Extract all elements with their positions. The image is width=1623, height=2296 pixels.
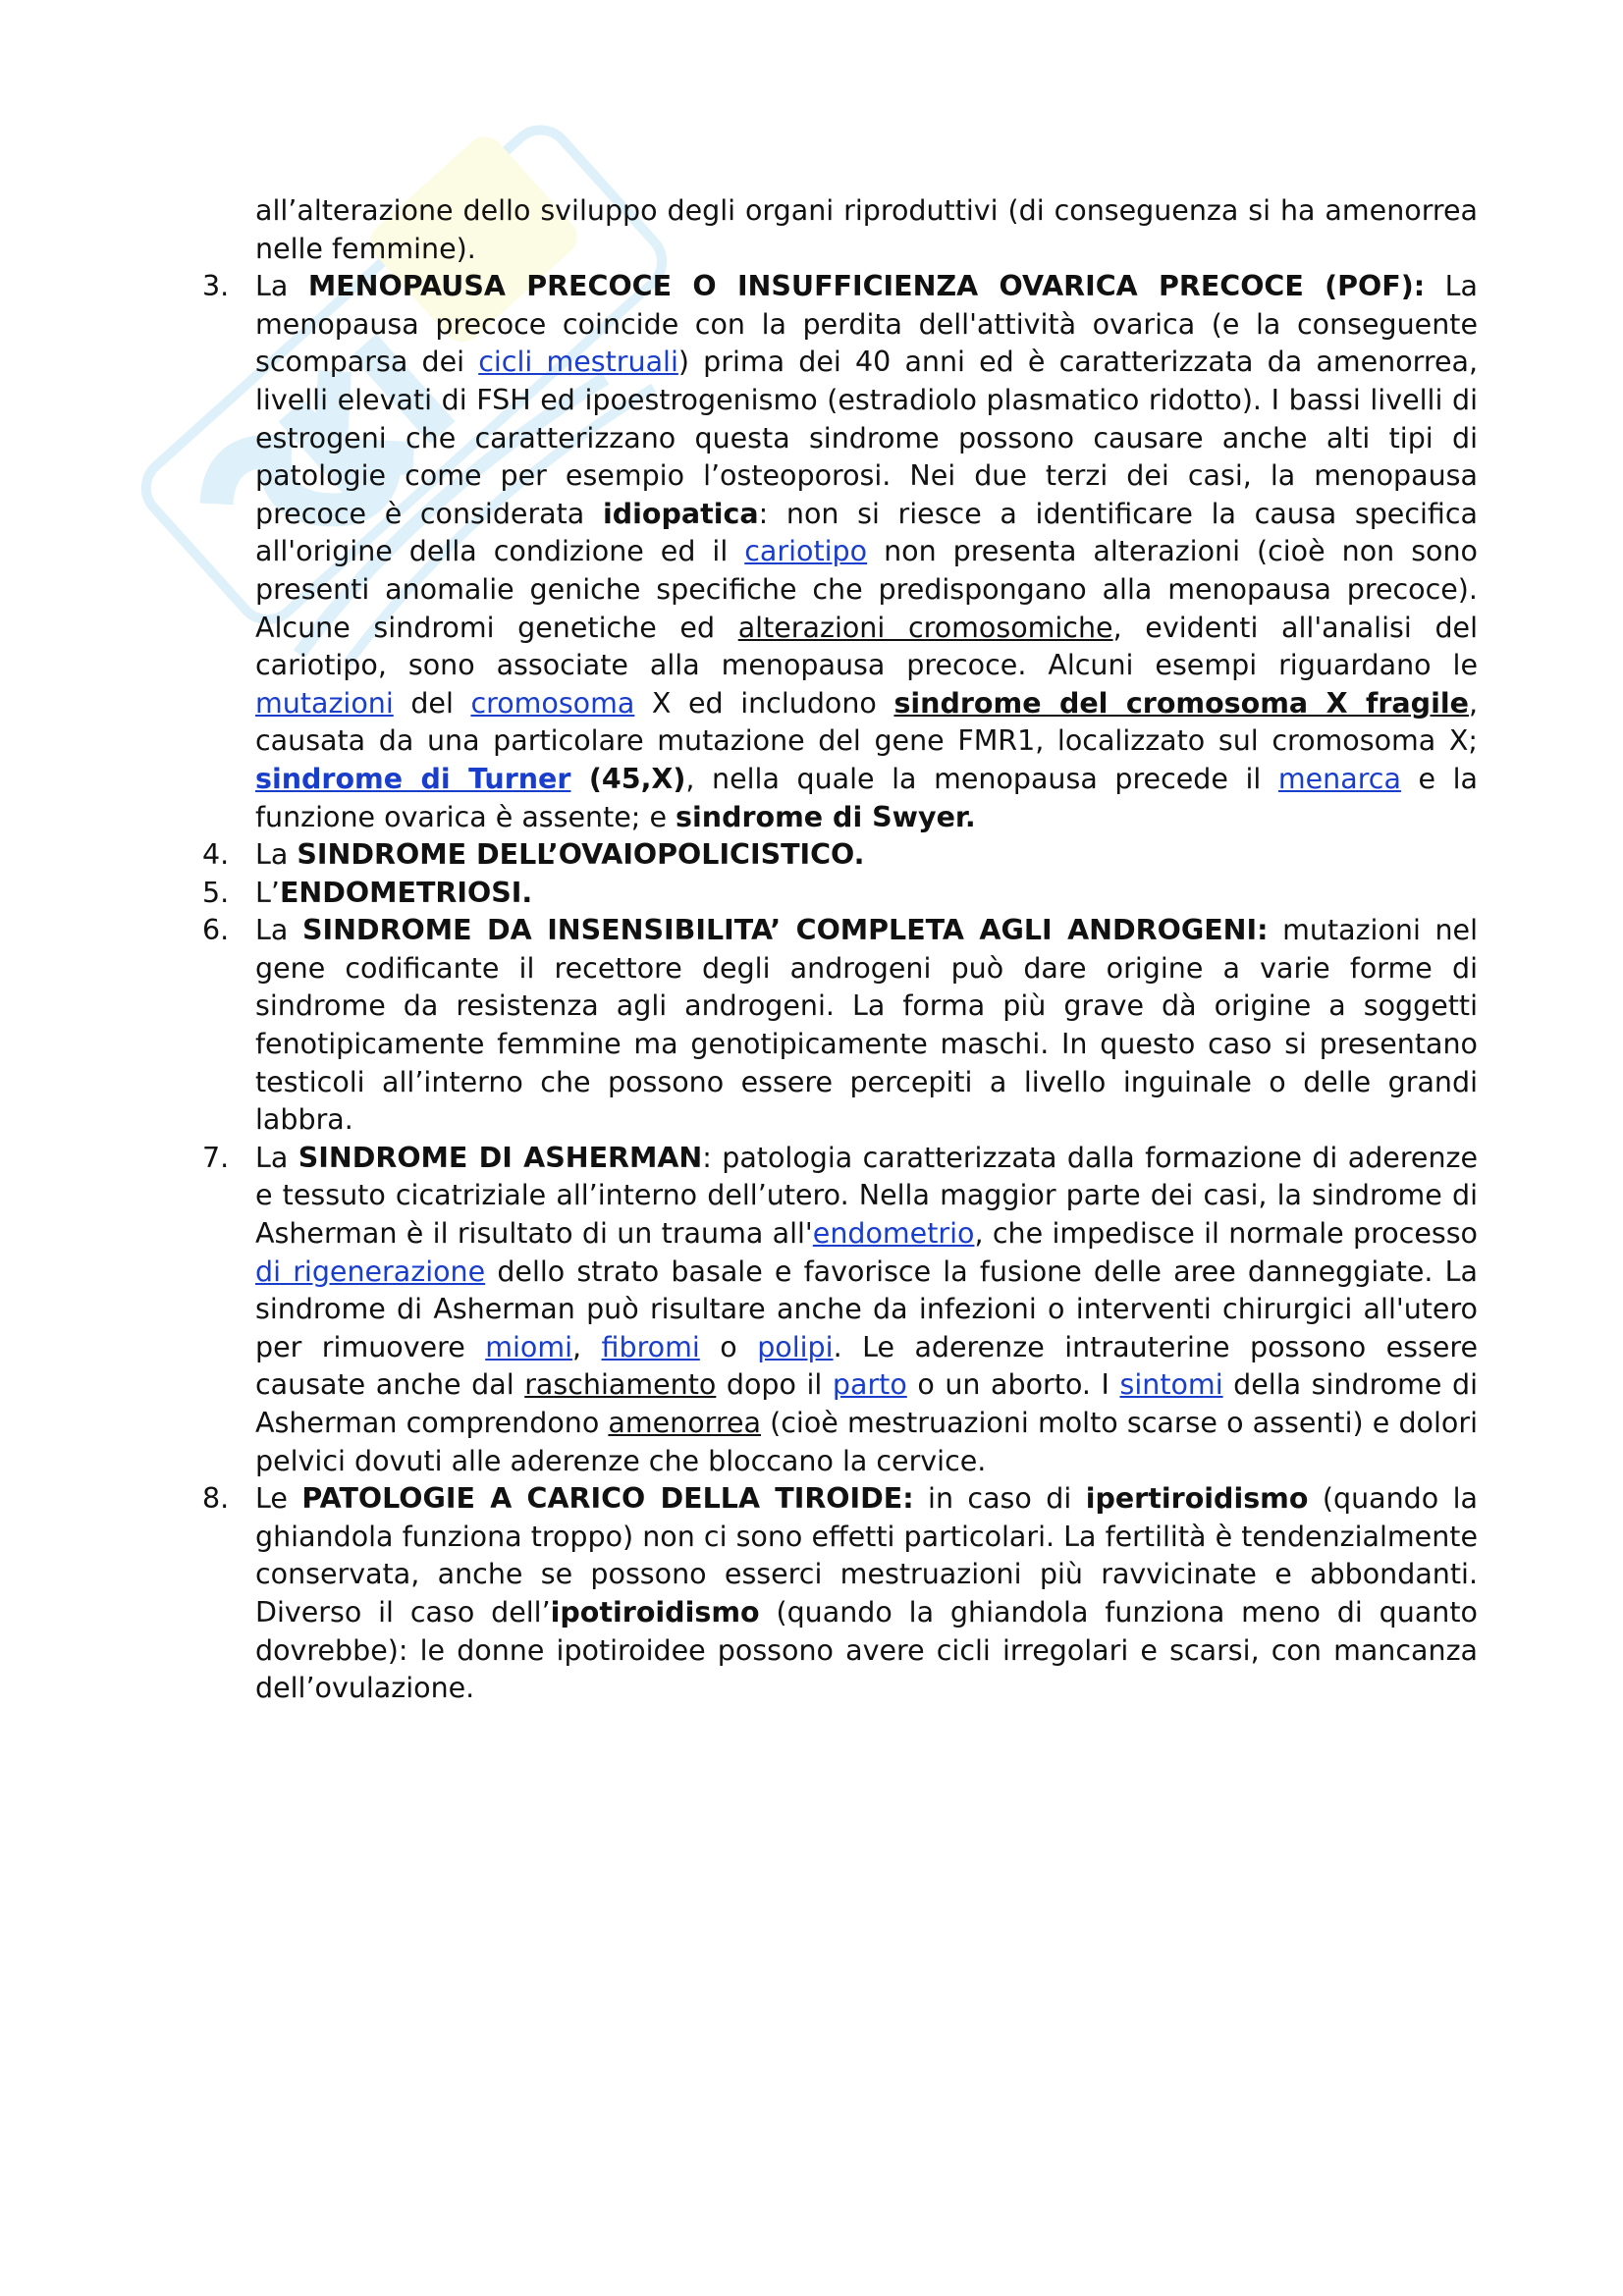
- link-rigenerazione[interactable]: di rigenerazione: [255, 1255, 486, 1288]
- pathology-list: [202, 268, 1479, 1708]
- list-item-tiroide: [202, 1480, 1478, 1708]
- item-lead: La: [255, 270, 308, 303]
- term-x-fragile: sindrome del cromosoma X fragile: [893, 686, 1469, 720]
- text: La menopausa precoce coincide con la perdita dell'attività ovarica (e la conseguente scomparsa dei: [255, 270, 1478, 379]
- link-fibromi[interactable]: fibromi: [601, 1330, 700, 1363]
- item-number: 6.: [202, 914, 230, 947]
- text: , nella quale la menopausa precede il: [685, 762, 1278, 795]
- text: dello strato basale e favorisce la fusione delle aree danneggiate. La sindrome di Asherman può risultare anche da infezioni o interventi chirurgici all'utero per rimuovere: [255, 1255, 1478, 1363]
- text: o un aborto. I: [906, 1368, 1120, 1402]
- link-miomi[interactable]: miomi: [485, 1330, 573, 1363]
- text: e la funzione ovarica è assente; e: [255, 762, 1479, 833]
- item-number: 5.: [202, 876, 230, 909]
- term-idiopatica: idiopatica: [602, 497, 759, 530]
- link-parto[interactable]: parto: [832, 1368, 907, 1402]
- text: . Le aderenze intrauterine possono essere causate anche dal: [255, 1330, 1479, 1402]
- term-alterazioni-cromosomiche: alterazioni cromosomiche: [737, 611, 1113, 644]
- text: , causata da una particolare mutazione del gene FMR1, localizzato sul cromosoma X;: [255, 686, 1478, 758]
- text: ,: [572, 1330, 602, 1363]
- item-lead: La: [255, 914, 302, 947]
- text: (quando la ghiandola funziona troppo) non ci sono effetti particolari. La fertilità è tendenzialmente conservata, anche se possono esserci mestruazioni più ravvicinate e abbondanti. Diverso il caso dell’: [255, 1482, 1478, 1629]
- link-mutazioni[interactable]: mutazioni: [255, 686, 394, 720]
- term-ipotiroidismo: ipotiroidismo: [550, 1595, 760, 1629]
- text: della sindrome di Asherman comprendono: [255, 1368, 1478, 1439]
- text: dopo il: [716, 1368, 833, 1402]
- item-lead: Le: [255, 1482, 302, 1516]
- list-item-endometriosi: [202, 875, 1478, 913]
- list-item-pof: [202, 268, 1479, 836]
- text: o: [699, 1330, 758, 1363]
- item-title: PATOLOGIE A CARICO DELLA TIROIDE:: [301, 1482, 914, 1516]
- link-cicli-mestruali[interactable]: cicli mestruali: [478, 346, 678, 379]
- text: in caso di: [913, 1482, 1086, 1516]
- intro-text: all’alterazione dello sviluppo degli organi riproduttivi (di conseguenza si ha amenorrea nelle femmine).: [255, 194, 1478, 265]
- item-title: SINDROME DELL’OVAIOPOLICISTICO.: [297, 838, 865, 872]
- link-menarca[interactable]: menarca: [1277, 762, 1401, 795]
- list-item-ovaio-policistico: [202, 836, 1478, 875]
- intro-paragraph: [255, 192, 1478, 268]
- item-lead: La: [255, 1141, 298, 1174]
- text: (quando la ghiandola funziona meno di quanto dovrebbe): le donne ipotiroidee possono avere cicli irregolari e scarsi, con mancanza dell’ovulazione.: [255, 1595, 1478, 1705]
- text: X ed includono: [634, 686, 894, 720]
- item-number: 3.: [202, 270, 230, 303]
- text: non presenta alterazioni (cioè non sono presenti anomalie geniche specifiche che predispongano alla menopausa precoce). Alcune sindromi genetiche ed: [255, 535, 1478, 644]
- text: : non si riesce a identificare la causa specifica all'origine della condizione ed il: [255, 497, 1478, 568]
- term-45x: (45,X): [570, 762, 686, 795]
- link-sindrome-turner[interactable]: sindrome di Turner: [255, 762, 571, 795]
- text: del: [393, 686, 471, 720]
- text: : patologia caratterizzata dalla formazione di aderenze e tessuto cicatriziale all’interno dell’utero. Nella maggior parte dei casi, la sindrome di Asherman è il risultato di un trauma all': [255, 1141, 1478, 1251]
- link-cariotipo[interactable]: cariotipo: [744, 535, 868, 568]
- document-body: [202, 192, 1479, 1708]
- item-title: ENDOMETRIOSI.: [279, 876, 533, 909]
- link-endometrio[interactable]: endometrio: [812, 1217, 975, 1251]
- text: , evidenti all'analisi del cariotipo, sono associate alla menopausa precoce. Alcuni esempi riguardano le: [255, 611, 1478, 682]
- link-polipi[interactable]: polipi: [757, 1330, 834, 1363]
- item-number: 7.: [202, 1141, 230, 1174]
- item-title: SINDROME DA INSENSIBILITA’ COMPLETA AGLI ANDROGENI:: [301, 914, 1269, 947]
- text: mutazioni nel gene codificante il recettore degli androgeni può dare origine a varie forme di sindrome da resistenza agli androgeni. La forma più grave dà origine a soggetti fenotipicamente femmine ma genotipicamente maschi. In questo caso si presentano testicoli all’interno che possono essere percepiti a livello inguinale o delle grandi labbra.: [255, 914, 1478, 1137]
- item-title: SINDROME DI ASHERMAN: [298, 1141, 703, 1174]
- text: (cioè mestruazioni molto scarse o assenti) e dolori pelvici dovuti alle aderenze che bloccano la cervice.: [255, 1407, 1478, 1477]
- item-lead: La: [255, 838, 298, 872]
- text: ) prima dei 40 anni ed è caratterizzata da amenorrea, livelli elevati di FSH ed ipoestrogenismo (estradiolo plasmatico ridotto). I bassi livelli di estrogeni che caratterizzano questa sindrome possono causare anche alti tipi di patologie come per esempio l’osteoporosi. Nei due terzi dei casi, la menopausa precoce è considerata: [255, 346, 1479, 530]
- term-amenorrea: amenorrea: [608, 1407, 761, 1439]
- list-item-insensibilita-androgeni: [202, 912, 1478, 1140]
- item-number: 8.: [202, 1482, 230, 1516]
- item-title: MENOPAUSA PRECOCE O INSUFFICIENZA OVARICA PRECOCE (POF):: [307, 270, 1426, 303]
- term-ipertiroidismo: ipertiroidismo: [1085, 1482, 1309, 1516]
- item-lead: L’: [255, 876, 280, 909]
- list-item-asherman: [202, 1140, 1479, 1480]
- link-cromosoma[interactable]: cromosoma: [470, 686, 635, 720]
- link-sintomi[interactable]: sintomi: [1119, 1368, 1223, 1402]
- term-swyer: sindrome di Swyer.: [676, 800, 976, 833]
- term-raschiamento: raschiamento: [524, 1368, 717, 1402]
- item-number: 4.: [202, 838, 230, 872]
- text: , che impedisce il normale processo: [974, 1217, 1478, 1251]
